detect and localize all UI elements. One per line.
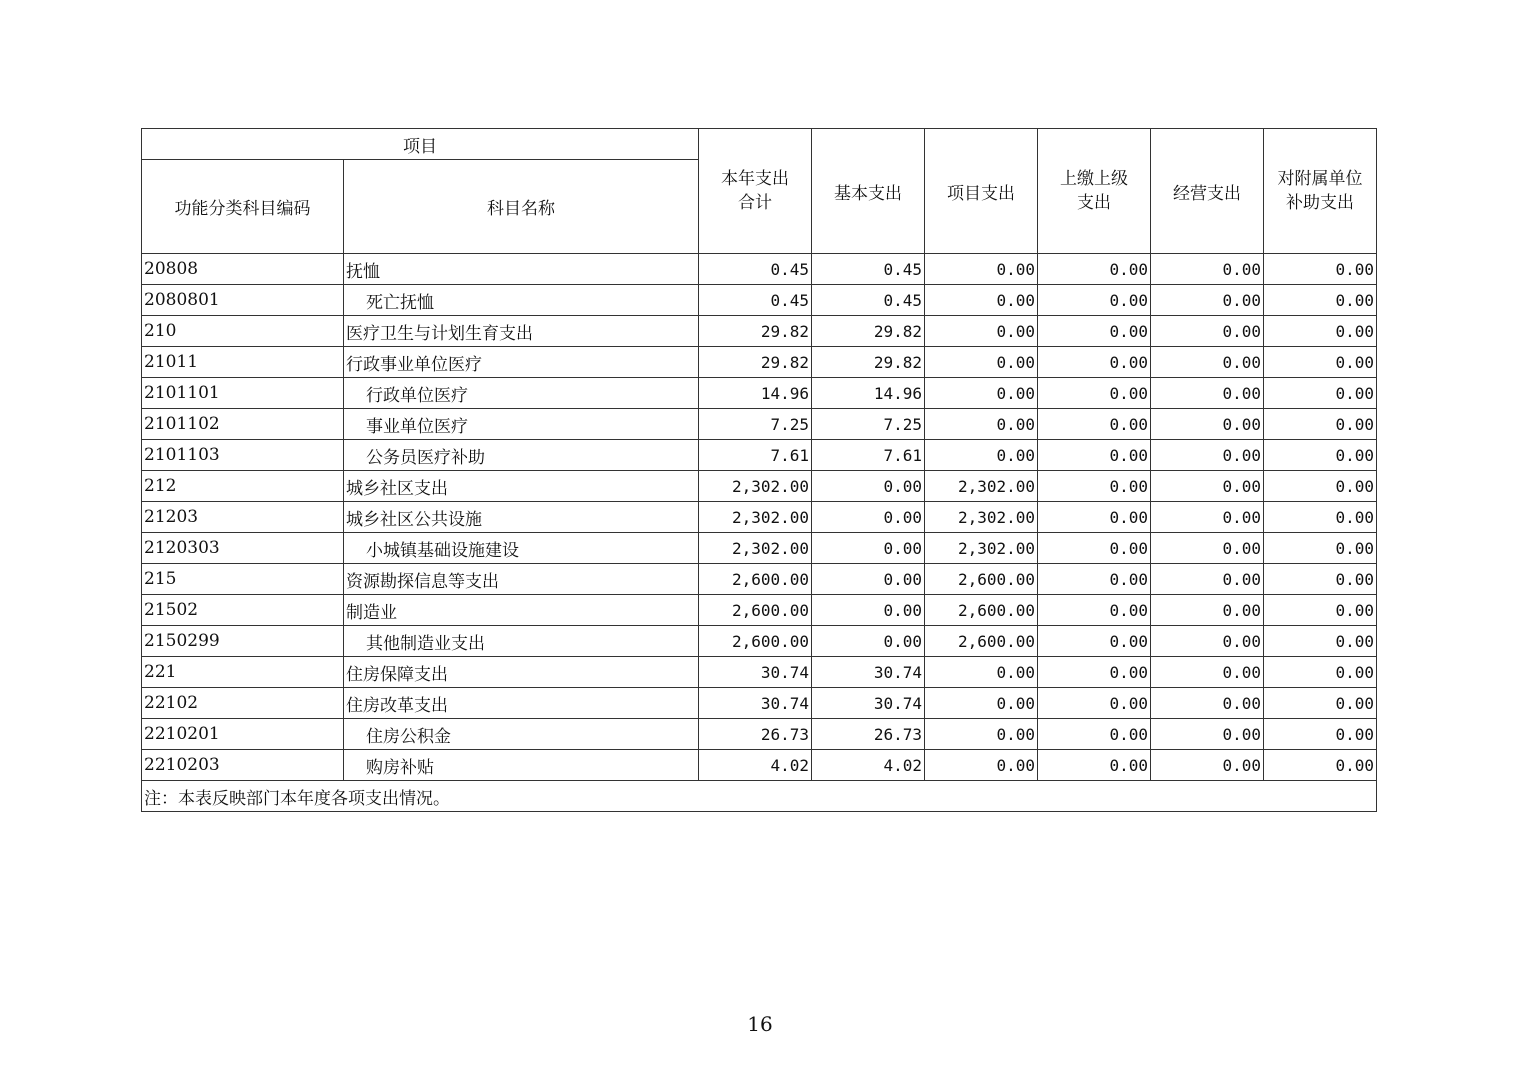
project-cell: 0.00 [925, 719, 1038, 750]
name-cell: 制造业 [344, 595, 699, 626]
basic-cell: 0.45 [812, 285, 925, 316]
table-row [142, 471, 1377, 502]
code-cell: 2120303 [142, 533, 344, 564]
project-cell: 0.00 [925, 750, 1038, 781]
table-row [142, 564, 1377, 595]
name-cell: 行政单位医疗 [344, 378, 699, 409]
project-cell: 0.00 [925, 688, 1038, 719]
table-row [142, 719, 1377, 750]
basic-cell: 29.82 [812, 347, 925, 378]
table-row [142, 285, 1377, 316]
total-cell: 2,600.00 [699, 626, 812, 657]
project-cell: 0.00 [925, 254, 1038, 285]
total-cell: 0.45 [699, 285, 812, 316]
upper-cell: 0.00 [1038, 533, 1151, 564]
code-header: 功能分类科目编码 [142, 160, 344, 254]
total-cell: 7.61 [699, 440, 812, 471]
subsidiary-cell: 0.00 [1264, 595, 1377, 626]
subsidiary-cell: 0.00 [1264, 378, 1377, 409]
subsidiary-cell: 0.00 [1264, 750, 1377, 781]
code-cell: 2210203 [142, 750, 344, 781]
basic-cell: 4.02 [812, 750, 925, 781]
table-row [142, 626, 1377, 657]
project-cell: 2,302.00 [925, 502, 1038, 533]
basic-cell: 30.74 [812, 688, 925, 719]
table-row [142, 440, 1377, 471]
name-cell: 城乡社区支出 [344, 471, 699, 502]
business-cell: 0.00 [1151, 409, 1264, 440]
project-cell: 0.00 [925, 316, 1038, 347]
subsidiary-cell: 0.00 [1264, 409, 1377, 440]
business-cell: 0.00 [1151, 285, 1264, 316]
subsidiary-cell: 0.00 [1264, 347, 1377, 378]
name-cell: 住房公积金 [344, 719, 699, 750]
total-cell: 2,600.00 [699, 564, 812, 595]
name-cell: 抚恤 [344, 254, 699, 285]
table-row [142, 688, 1377, 719]
subsidiary-header: 对附属单位 补助支出 [1264, 129, 1377, 254]
subsidiary-cell: 0.00 [1264, 440, 1377, 471]
upper-cell: 0.00 [1038, 254, 1151, 285]
upper-cell: 0.00 [1038, 719, 1151, 750]
table-row [142, 657, 1377, 688]
code-cell: 2210201 [142, 719, 344, 750]
name-cell: 资源勘探信息等支出 [344, 564, 699, 595]
total-cell: 30.74 [699, 657, 812, 688]
total-cell: 29.82 [699, 316, 812, 347]
subsidiary-cell: 0.00 [1264, 471, 1377, 502]
table-row [142, 409, 1377, 440]
subsidiary-cell: 0.00 [1264, 626, 1377, 657]
code-cell: 20808 [142, 254, 344, 285]
subsidiary-cell: 0.00 [1264, 719, 1377, 750]
table-row [142, 750, 1377, 781]
project-cell: 0.00 [925, 285, 1038, 316]
subsidiary-cell: 0.00 [1264, 688, 1377, 719]
upper-cell: 0.00 [1038, 378, 1151, 409]
name-cell: 事业单位医疗 [344, 409, 699, 440]
project-cell: 2,600.00 [925, 626, 1038, 657]
total-cell: 14.96 [699, 378, 812, 409]
table-row [142, 533, 1377, 564]
basic-cell: 7.61 [812, 440, 925, 471]
table-note: 注：本表反映部门本年度各项支出情况。 [142, 781, 1377, 812]
code-cell: 215 [142, 564, 344, 595]
table-row [142, 502, 1377, 533]
name-cell: 死亡抚恤 [344, 285, 699, 316]
total-cell: 2,302.00 [699, 533, 812, 564]
total-cell: 30.74 [699, 688, 812, 719]
business-cell: 0.00 [1151, 471, 1264, 502]
table-row [142, 316, 1377, 347]
project-cell: 2,600.00 [925, 595, 1038, 626]
basic-cell: 0.00 [812, 626, 925, 657]
project-cell: 0.00 [925, 347, 1038, 378]
business-cell: 0.00 [1151, 316, 1264, 347]
name-cell: 其他制造业支出 [344, 626, 699, 657]
basic-cell: 14.96 [812, 378, 925, 409]
name-cell: 城乡社区公共设施 [344, 502, 699, 533]
project-cell: 2,302.00 [925, 471, 1038, 502]
total-cell: 7.25 [699, 409, 812, 440]
code-cell: 2080801 [142, 285, 344, 316]
name-cell: 公务员医疗补助 [344, 440, 699, 471]
code-cell: 210 [142, 316, 344, 347]
project-expense-header: 项目支出 [925, 129, 1038, 254]
basic-cell: 0.45 [812, 254, 925, 285]
basic-cell: 0.00 [812, 564, 925, 595]
total-cell: 2,600.00 [699, 595, 812, 626]
total-cell: 29.82 [699, 347, 812, 378]
project-cell: 2,302.00 [925, 533, 1038, 564]
code-cell: 21011 [142, 347, 344, 378]
upper-cell: 0.00 [1038, 502, 1151, 533]
project-cell: 0.00 [925, 409, 1038, 440]
project-cell: 2,600.00 [925, 564, 1038, 595]
project-cell: 0.00 [925, 440, 1038, 471]
project-header: 项目 [142, 129, 699, 160]
code-cell: 2101101 [142, 378, 344, 409]
project-cell: 0.00 [925, 378, 1038, 409]
total-header: 本年支出 合计 [699, 129, 812, 254]
table-body [142, 254, 1377, 781]
business-cell: 0.00 [1151, 688, 1264, 719]
upper-cell: 0.00 [1038, 657, 1151, 688]
code-cell: 21203 [142, 502, 344, 533]
total-cell: 2,302.00 [699, 502, 812, 533]
basic-cell: 0.00 [812, 471, 925, 502]
subsidiary-cell: 0.00 [1264, 533, 1377, 564]
business-cell: 0.00 [1151, 626, 1264, 657]
code-cell: 221 [142, 657, 344, 688]
business-cell: 0.00 [1151, 719, 1264, 750]
basic-cell: 30.74 [812, 657, 925, 688]
code-cell: 2101103 [142, 440, 344, 471]
upper-cell: 0.00 [1038, 316, 1151, 347]
basic-cell: 0.00 [812, 533, 925, 564]
basic-header: 基本支出 [812, 129, 925, 254]
business-cell: 0.00 [1151, 378, 1264, 409]
total-cell: 0.45 [699, 254, 812, 285]
upper-cell: 0.00 [1038, 688, 1151, 719]
name-cell: 住房保障支出 [344, 657, 699, 688]
basic-cell: 26.73 [812, 719, 925, 750]
upper-header: 上缴上级 支出 [1038, 129, 1151, 254]
business-cell: 0.00 [1151, 502, 1264, 533]
subsidiary-cell: 0.00 [1264, 502, 1377, 533]
basic-cell: 0.00 [812, 595, 925, 626]
upper-cell: 0.00 [1038, 409, 1151, 440]
subsidiary-cell: 0.00 [1264, 254, 1377, 285]
upper-cell: 0.00 [1038, 285, 1151, 316]
basic-cell: 29.82 [812, 316, 925, 347]
upper-cell: 0.00 [1038, 564, 1151, 595]
business-cell: 0.00 [1151, 347, 1264, 378]
business-cell: 0.00 [1151, 564, 1264, 595]
total-cell: 4.02 [699, 750, 812, 781]
code-cell: 212 [142, 471, 344, 502]
code-cell: 22102 [142, 688, 344, 719]
basic-cell: 0.00 [812, 502, 925, 533]
name-cell: 购房补贴 [344, 750, 699, 781]
code-cell: 2150299 [142, 626, 344, 657]
name-cell: 医疗卫生与计划生育支出 [344, 316, 699, 347]
business-cell: 0.00 [1151, 750, 1264, 781]
name-header: 科目名称 [344, 160, 699, 254]
subsidiary-cell: 0.00 [1264, 285, 1377, 316]
business-cell: 0.00 [1151, 440, 1264, 471]
business-cell: 0.00 [1151, 595, 1264, 626]
name-cell: 住房改革支出 [344, 688, 699, 719]
total-cell: 26.73 [699, 719, 812, 750]
business-cell: 0.00 [1151, 533, 1264, 564]
table-row [142, 254, 1377, 285]
code-cell: 21502 [142, 595, 344, 626]
table-header [142, 129, 1377, 254]
table-row [142, 347, 1377, 378]
total-cell: 2,302.00 [699, 471, 812, 502]
upper-cell: 0.00 [1038, 750, 1151, 781]
subsidiary-cell: 0.00 [1264, 657, 1377, 688]
upper-cell: 0.00 [1038, 440, 1151, 471]
name-cell: 行政事业单位医疗 [344, 347, 699, 378]
page-number: 16 [747, 1012, 773, 1036]
subsidiary-cell: 0.00 [1264, 564, 1377, 595]
subsidiary-cell: 0.00 [1264, 316, 1377, 347]
upper-cell: 0.00 [1038, 471, 1151, 502]
business-cell: 0.00 [1151, 657, 1264, 688]
upper-cell: 0.00 [1038, 347, 1151, 378]
table-row [142, 378, 1377, 409]
business-cell: 0.00 [1151, 254, 1264, 285]
table-row [142, 595, 1377, 626]
project-cell: 0.00 [925, 657, 1038, 688]
upper-cell: 0.00 [1038, 595, 1151, 626]
business-header: 经营支出 [1151, 129, 1264, 254]
upper-cell: 0.00 [1038, 626, 1151, 657]
name-cell: 小城镇基础设施建设 [344, 533, 699, 564]
basic-cell: 7.25 [812, 409, 925, 440]
code-cell: 2101102 [142, 409, 344, 440]
expenditure-table [141, 128, 1377, 812]
